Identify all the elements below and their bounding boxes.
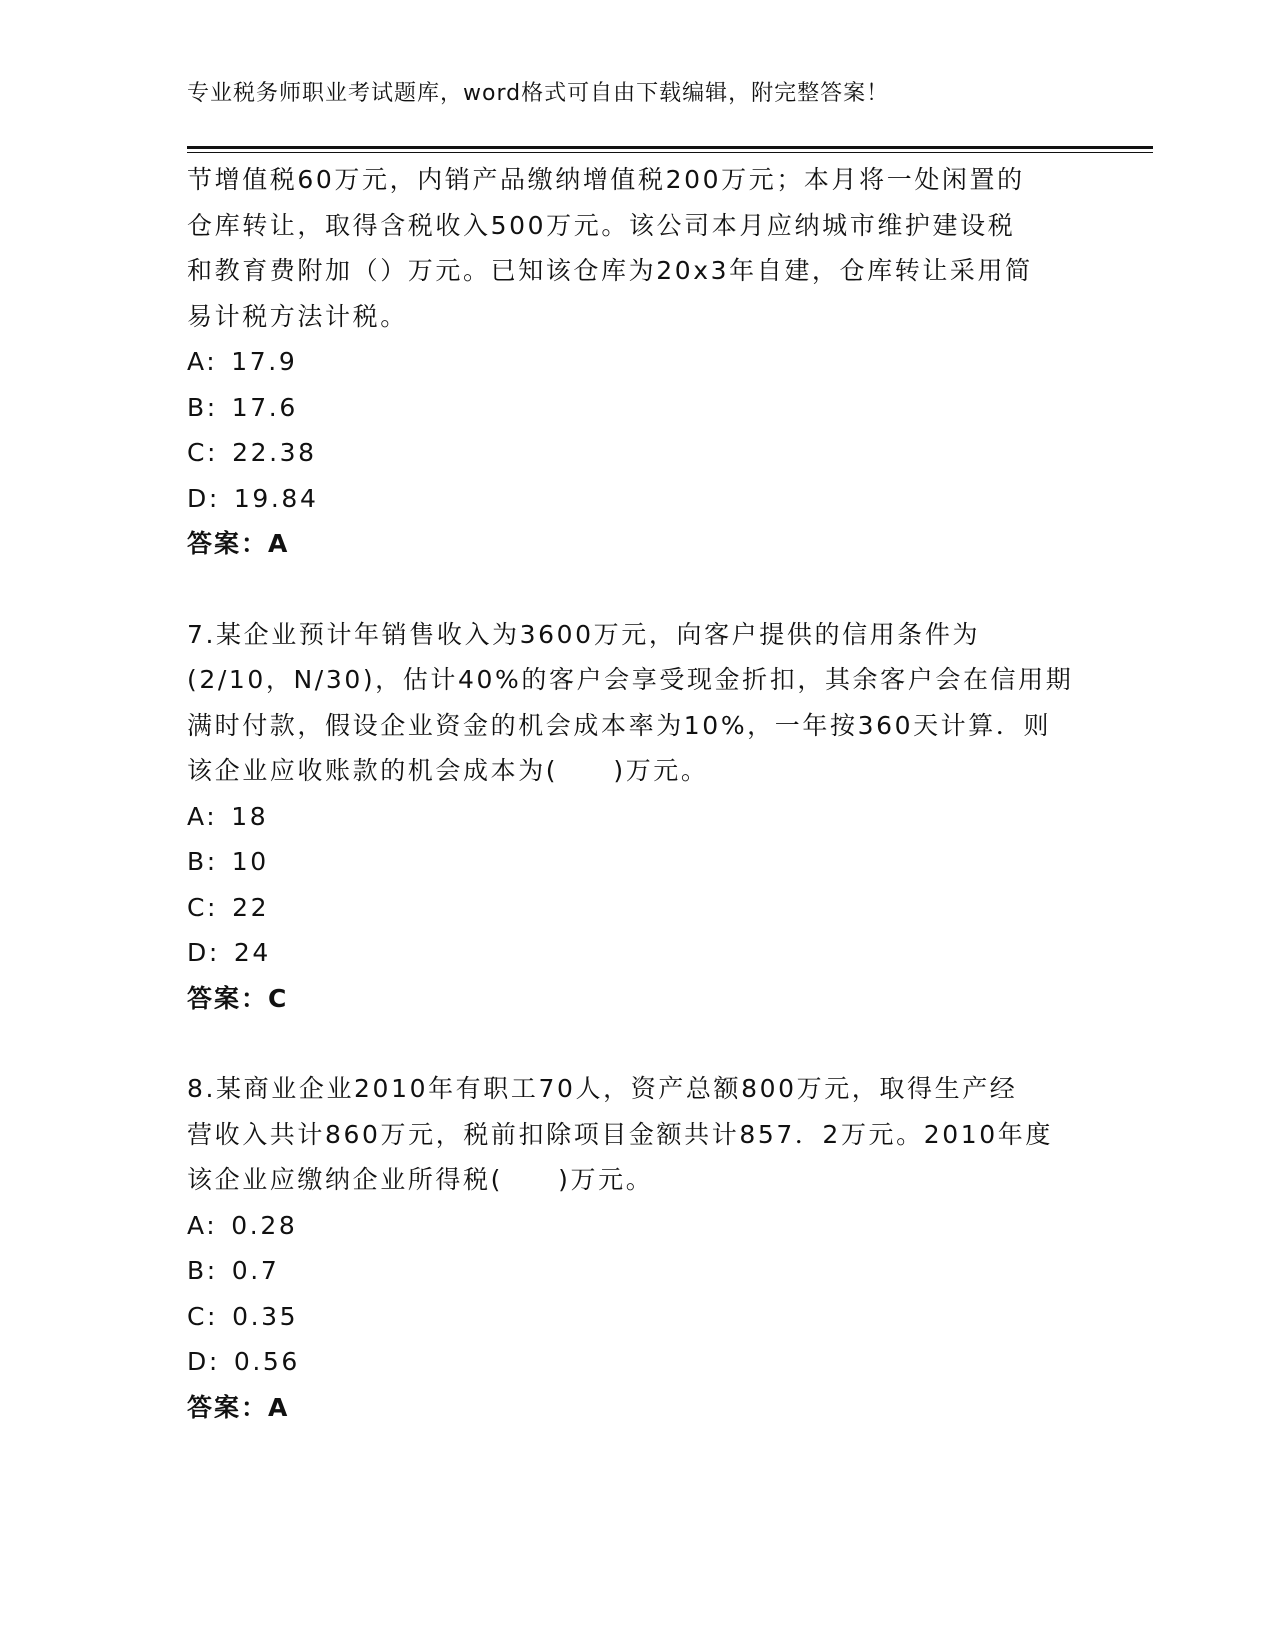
option-value: 22.38: [232, 438, 317, 467]
option-letter: A:: [187, 1210, 218, 1240]
option-a: [187, 339, 1087, 385]
option-value: 17.6: [231, 392, 298, 422]
question-block: [187, 157, 1087, 567]
option-letter: B:: [187, 392, 218, 422]
option-d: [187, 476, 1087, 522]
answer-line: 答案：C: [187, 983, 289, 1013]
question-text-line: 和教育费附加（）万元。已知该仓库为20x3年自建，仓库转让采用简: [187, 256, 1033, 285]
page-header: 专业税务师职业考试题库，word格式可自由下载编辑，附完整答案！: [187, 81, 890, 106]
question-content: [187, 157, 1087, 1430]
option-letter: B:: [187, 847, 218, 876]
question-block: [187, 1066, 1087, 1430]
option-value: 10: [231, 847, 269, 876]
option-letter: C:: [187, 892, 219, 922]
option-letter: D:: [187, 938, 220, 967]
option-c: [187, 1294, 1087, 1340]
option-value: 0.56: [233, 1347, 300, 1376]
question-text-line: 该企业应收账款的机会成本为( )万元。: [187, 756, 709, 785]
option-value: 24: [233, 938, 271, 967]
option-letter: C:: [187, 1301, 219, 1331]
option-d: [187, 930, 1087, 976]
option-b: [187, 839, 1087, 885]
option-letter: A:: [187, 347, 218, 376]
option-value: 0.35: [232, 1301, 299, 1331]
option-value: 0.7: [231, 1256, 280, 1285]
option-a: [187, 1203, 1087, 1249]
option-value: 19.84: [233, 483, 319, 513]
option-c: [187, 430, 1087, 476]
spacer: [187, 567, 1087, 612]
option-d: [187, 1339, 1087, 1385]
question-text-line: 满时付款，假设企业资金的机会成本率为10%，一年按360天计算．则: [187, 710, 1052, 740]
option-a: [187, 794, 1087, 840]
header-rule-thick: [187, 146, 1153, 149]
question-text-line: 易计税方法计税。: [187, 301, 408, 331]
option-value: 18: [231, 801, 269, 831]
option-value: 22: [232, 892, 270, 922]
option-letter: A:: [187, 801, 218, 831]
option-c: [187, 885, 1087, 931]
question-text-line: 营收入共计860万元，税前扣除项目金额共计857．2万元。2010年度: [187, 1119, 1053, 1149]
question-text-line: (2/10，N/30)，估计40%的客户会享受现金折扣，其余客户会在信用期: [187, 665, 1074, 694]
question-block: [187, 612, 1087, 1022]
question-text-line: 仓库转让，取得含税收入500万元。该公司本月应纳城市维护建设税: [187, 210, 1016, 240]
option-value: 17.9: [231, 347, 298, 376]
question-text-line: 8.某商业企业2010年有职工70人，资产总额800万元，取得生产经: [187, 1074, 1018, 1103]
option-b: [187, 1248, 1087, 1294]
option-letter: B:: [187, 1256, 218, 1285]
option-value: 0.28: [231, 1210, 298, 1240]
option-letter: D:: [187, 483, 220, 513]
spacer: [187, 1021, 1087, 1066]
header-rule-thin: [187, 152, 1153, 153]
option-letter: C:: [187, 438, 219, 467]
question-text-line: 节增值税60万元，内销产品缴纳增值税200万元；本月将一处闲置的: [187, 165, 1025, 194]
option-letter: D:: [187, 1347, 220, 1376]
question-text-line: 7.某企业预计年销售收入为3600万元，向客户提供的信用条件为: [187, 619, 981, 649]
question-text-line: 该企业应缴纳企业所得税( )万元。: [187, 1165, 654, 1194]
answer-line: 答案：A: [187, 1392, 290, 1422]
answer-line: 答案：A: [187, 529, 290, 558]
option-b: [187, 385, 1087, 431]
